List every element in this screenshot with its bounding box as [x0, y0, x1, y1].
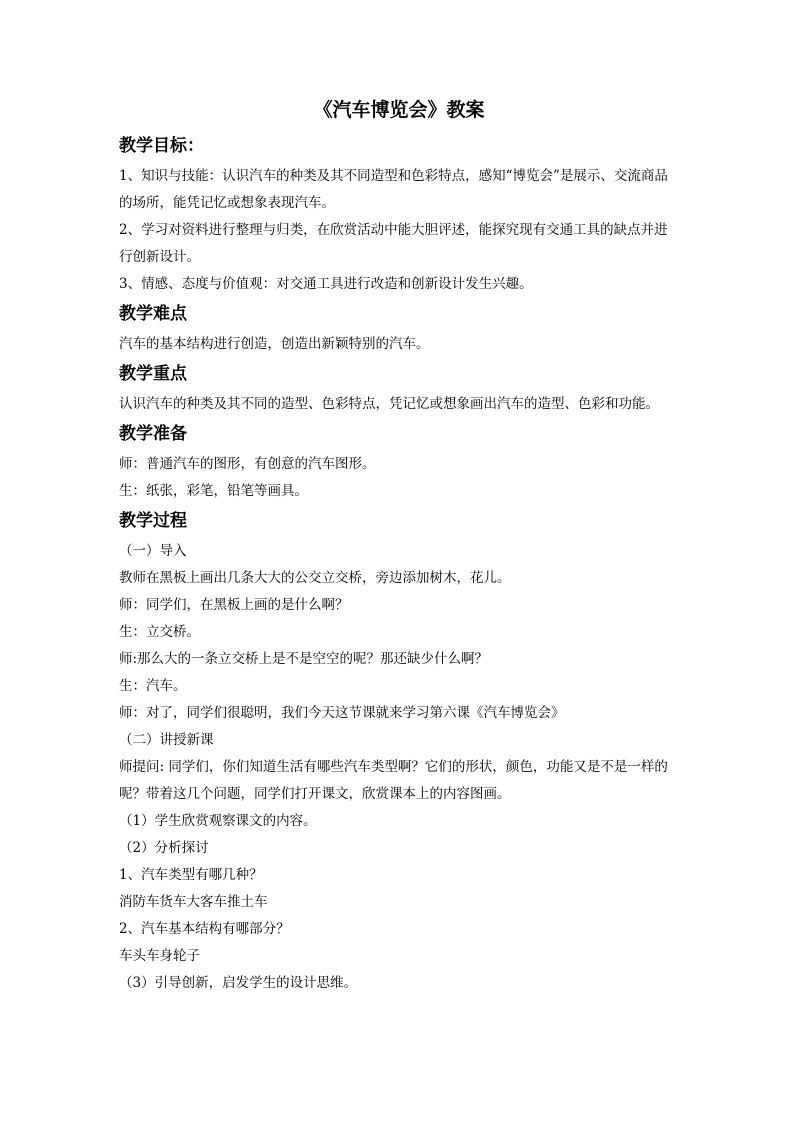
- difficulty-text: 汽车的基本结构进行创造，创造出新颖特别的汽车。: [119, 336, 430, 352]
- difficulty-heading: 教学难点: [119, 304, 187, 324]
- preparation-heading: 教学准备: [119, 424, 187, 444]
- objective-item-1: 1、知识与技能：认识汽车的种类及其不同造型和色彩特点，感知“博览会”是展示、交流商品的场所，能凭记忆或想象表现汽车。: [119, 168, 668, 211]
- objective-item-3: 3、情感、态度与价值观：对交通工具进行改造和创新设计发生兴趣。: [119, 276, 533, 292]
- process-line: 消防车货车大客车推土车: [119, 894, 268, 910]
- objectives-heading: 教学目标：: [119, 136, 204, 156]
- process-line: 师：对了，同学们很聪明，我们今天这节课就来学习第六课《汽车博览会》: [119, 705, 565, 721]
- process-line: 师:那么大的一条立交桥上是不是空空的呢？那还缺少什么啊？: [119, 651, 489, 667]
- key-points-text: 认识汽车的种类及其不同的造型、色彩特点，凭记忆或想象画出汽车的造型、色彩和功能。: [119, 396, 659, 412]
- objective-item-2: 2、学习对资料进行整理与归类，在欣赏活动中能大胆评述，能探究现有交通工具的缺点并进行创新设计。: [119, 222, 668, 265]
- process-line: 1、汽车类型有哪几种？: [119, 867, 263, 883]
- process-line: 师：同学们，在黑板上画的是什么啊？: [119, 597, 349, 613]
- process-line: 2、汽车基本结构有哪部分？: [119, 921, 290, 937]
- document-title: 《汽车博览会》教案: [313, 99, 485, 121]
- process-heading: 教学过程: [119, 511, 187, 531]
- preparation-item-teacher: 师：普通汽车的图形，有创意的汽车图形。: [119, 456, 376, 472]
- document-page: [119, 96, 679, 997]
- process-line: 生：立交桥。: [119, 624, 200, 640]
- process-line: （二）讲授新课: [119, 732, 214, 748]
- process-line: 车头车身轮子: [119, 948, 200, 964]
- preparation-item-student: 生：纸张，彩笔，铅笔等画具。: [119, 483, 308, 499]
- key-points-heading: 教学重点: [119, 364, 187, 384]
- process-line: 生：汽车。: [119, 678, 187, 694]
- process-line: （3）引导创新，启发学生的设计思维。: [119, 975, 358, 991]
- process-line: 教师在黑板上画出几条大大的公交立交桥，旁边添加树木，花儿。: [119, 570, 511, 586]
- process-line: 师提问: 同学们，你们知道生活有哪些汽车类型啊？它们的形状，颜色，功能又是不是一样的呢？带着这几个问题，同学们打开课文，欣赏课本上的内容图画。: [119, 759, 668, 802]
- process-line: （1）学生欣赏观察课文的内容。: [119, 813, 317, 829]
- process-line: （一）导入: [119, 543, 187, 559]
- process-line: （2）分析探讨: [119, 840, 209, 856]
